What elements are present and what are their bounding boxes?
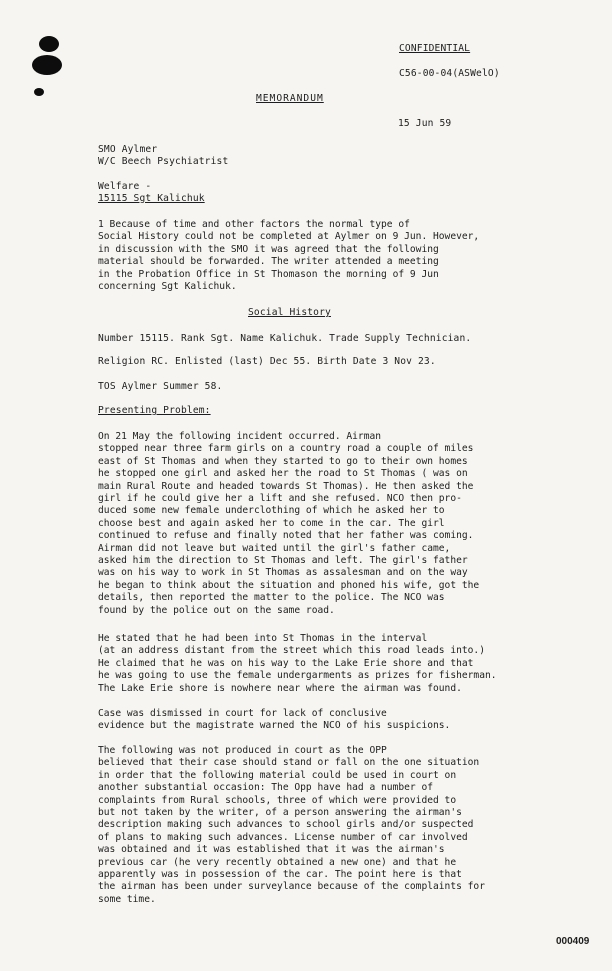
paragraph-line: main Rural Route and headed towards St Thomas). He then asked the — [98, 480, 474, 492]
intro-line: Social History could not be completed at Aylmer on 9 Jun. However, — [98, 231, 480, 243]
statement-paragraph — [98, 633, 523, 695]
paragraph-line: found by the police out on the same road. — [98, 604, 335, 616]
page-number: 000409 — [556, 936, 590, 947]
paragraph-line: was obtained and it was established that it was the airman's — [98, 844, 445, 856]
paragraph-line: of plans to making such advances. License number of car involved — [98, 831, 468, 843]
file-reference: C56-00-04(ASWelO) — [399, 68, 500, 79]
intro-line: in the Probation Office in St Thomason the morning of 9 Jun — [98, 268, 439, 280]
subject-line-2: 15115 Sgt Kalichuk — [98, 193, 205, 204]
punch-hole-middle — [32, 55, 62, 75]
incident-paragraph — [98, 431, 523, 617]
paragraph-line: but not taken by the writer, of a person answering the airman's — [98, 807, 462, 819]
punch-hole-top — [39, 36, 59, 52]
paragraph-line: He stated that he had been into St Thomas in the interval — [98, 633, 428, 644]
paragraph-line: some time. — [98, 893, 156, 905]
paragraph-line: in order that the following material could be used in court on — [98, 769, 457, 781]
paragraph-line: evidence but the magistrate warned the NCO of his suspicions. — [98, 720, 451, 732]
intro-line: material should be forwarded. The writer attended a meeting — [98, 256, 439, 268]
paragraph-line: The Lake Erie shore is nowhere near where the airman was found. — [98, 682, 462, 694]
paragraph-line: he began to think about the situation and phoned his wife, got the — [98, 579, 480, 591]
social-history-heading: Social History — [248, 307, 331, 318]
social-history-line-2: Religion RC. Enlisted (last) Dec 55. Birth Date 3 Nov 23. — [98, 356, 436, 367]
paragraph-line: duced some new female underclothing of which he asked her to — [98, 505, 445, 517]
paragraph-line: Case was dismissed in court for lack of conclusive — [98, 708, 387, 719]
punch-hole-small — [34, 88, 44, 96]
paragraph-line: He claimed that he was on his way to the Lake Erie shore and that — [98, 657, 474, 669]
classification-marking: CONFIDENTIAL — [399, 43, 471, 54]
subject-line-1: Welfare - — [98, 181, 152, 192]
paragraph-line: he stopped one girl and asked her the road to St Thomas ( was on — [98, 468, 468, 480]
surveillance-paragraph — [98, 745, 523, 906]
memo-date: 15 Jun 59 — [398, 118, 452, 129]
paragraph-line: The following was not produced in court as the OPP — [98, 745, 387, 756]
paragraph-line: details, then reported the matter to the police. The NCO was — [98, 592, 445, 604]
addressee-line-1: SMO Aylmer — [98, 144, 158, 155]
paragraph-line: stopped near three farm girls on a country road a couple of miles — [98, 443, 474, 455]
paragraph-line: girl if he could give her a lift and she refused. NCO then pro- — [98, 493, 462, 505]
paragraph-line: asked him the direction to St Thomas and left. The girl's father — [98, 555, 468, 567]
paragraph-line: previous car (he very recently obtained a new one) and that he — [98, 856, 457, 868]
paragraph-line: apparently was in possession of the car. The point here is that — [98, 869, 462, 881]
paragraph-line: east of St Thomas and when they started to go to their own homes — [98, 455, 468, 467]
memo-title: MEMORANDUM — [256, 93, 324, 104]
paragraph-line: choose best and again asked her to come in the car. The girl — [98, 517, 445, 529]
paragraph-line: (at an address distant from the street which this road leads into.) — [98, 645, 485, 657]
intro-line: concerning Sgt Kalichuk. — [98, 281, 237, 293]
presenting-problem-heading: Presenting Problem: — [98, 405, 211, 416]
social-history-line-1: Number 15115. Rank Sgt. Name Kalichuk. Trade Supply Technician. — [98, 333, 472, 344]
paragraph-line: complaints from Rural schools, three of which were provided to — [98, 794, 457, 806]
dismissal-paragraph — [98, 708, 523, 733]
intro-line: 1 Because of time and other factors the normal type of — [98, 219, 410, 230]
paragraph-line: he was going to use the female undergarments as prizes for fisherman. — [98, 670, 497, 682]
paragraph-line: On 21 May the following incident occurred. Airman — [98, 431, 382, 442]
intro-line: in discussion with the SMO it was agreed that the following — [98, 243, 439, 255]
paragraph-line: continued to refuse and finally noted that her father was coming. — [98, 530, 474, 542]
intro-paragraph — [98, 219, 523, 293]
paragraph-line: description making such advances to school girls and/or suspected — [98, 819, 474, 831]
addressee-line-2: W/C Beech Psychiatrist — [98, 156, 229, 167]
social-history-line-3: TOS Aylmer Summer 58. — [98, 381, 223, 392]
paragraph-line: Airman did not leave but waited until the girl's father came, — [98, 542, 451, 554]
paragraph-line: another substantial occasion: The Opp have had a number of — [98, 782, 434, 794]
paragraph-line: was on his way to work in St Thomas as assalesman and on the way — [98, 567, 468, 579]
paragraph-line: the airman has been under surveylance because of the complaints for — [98, 881, 485, 893]
paragraph-line: believed that their case should stand or fall on the one situation — [98, 757, 480, 769]
